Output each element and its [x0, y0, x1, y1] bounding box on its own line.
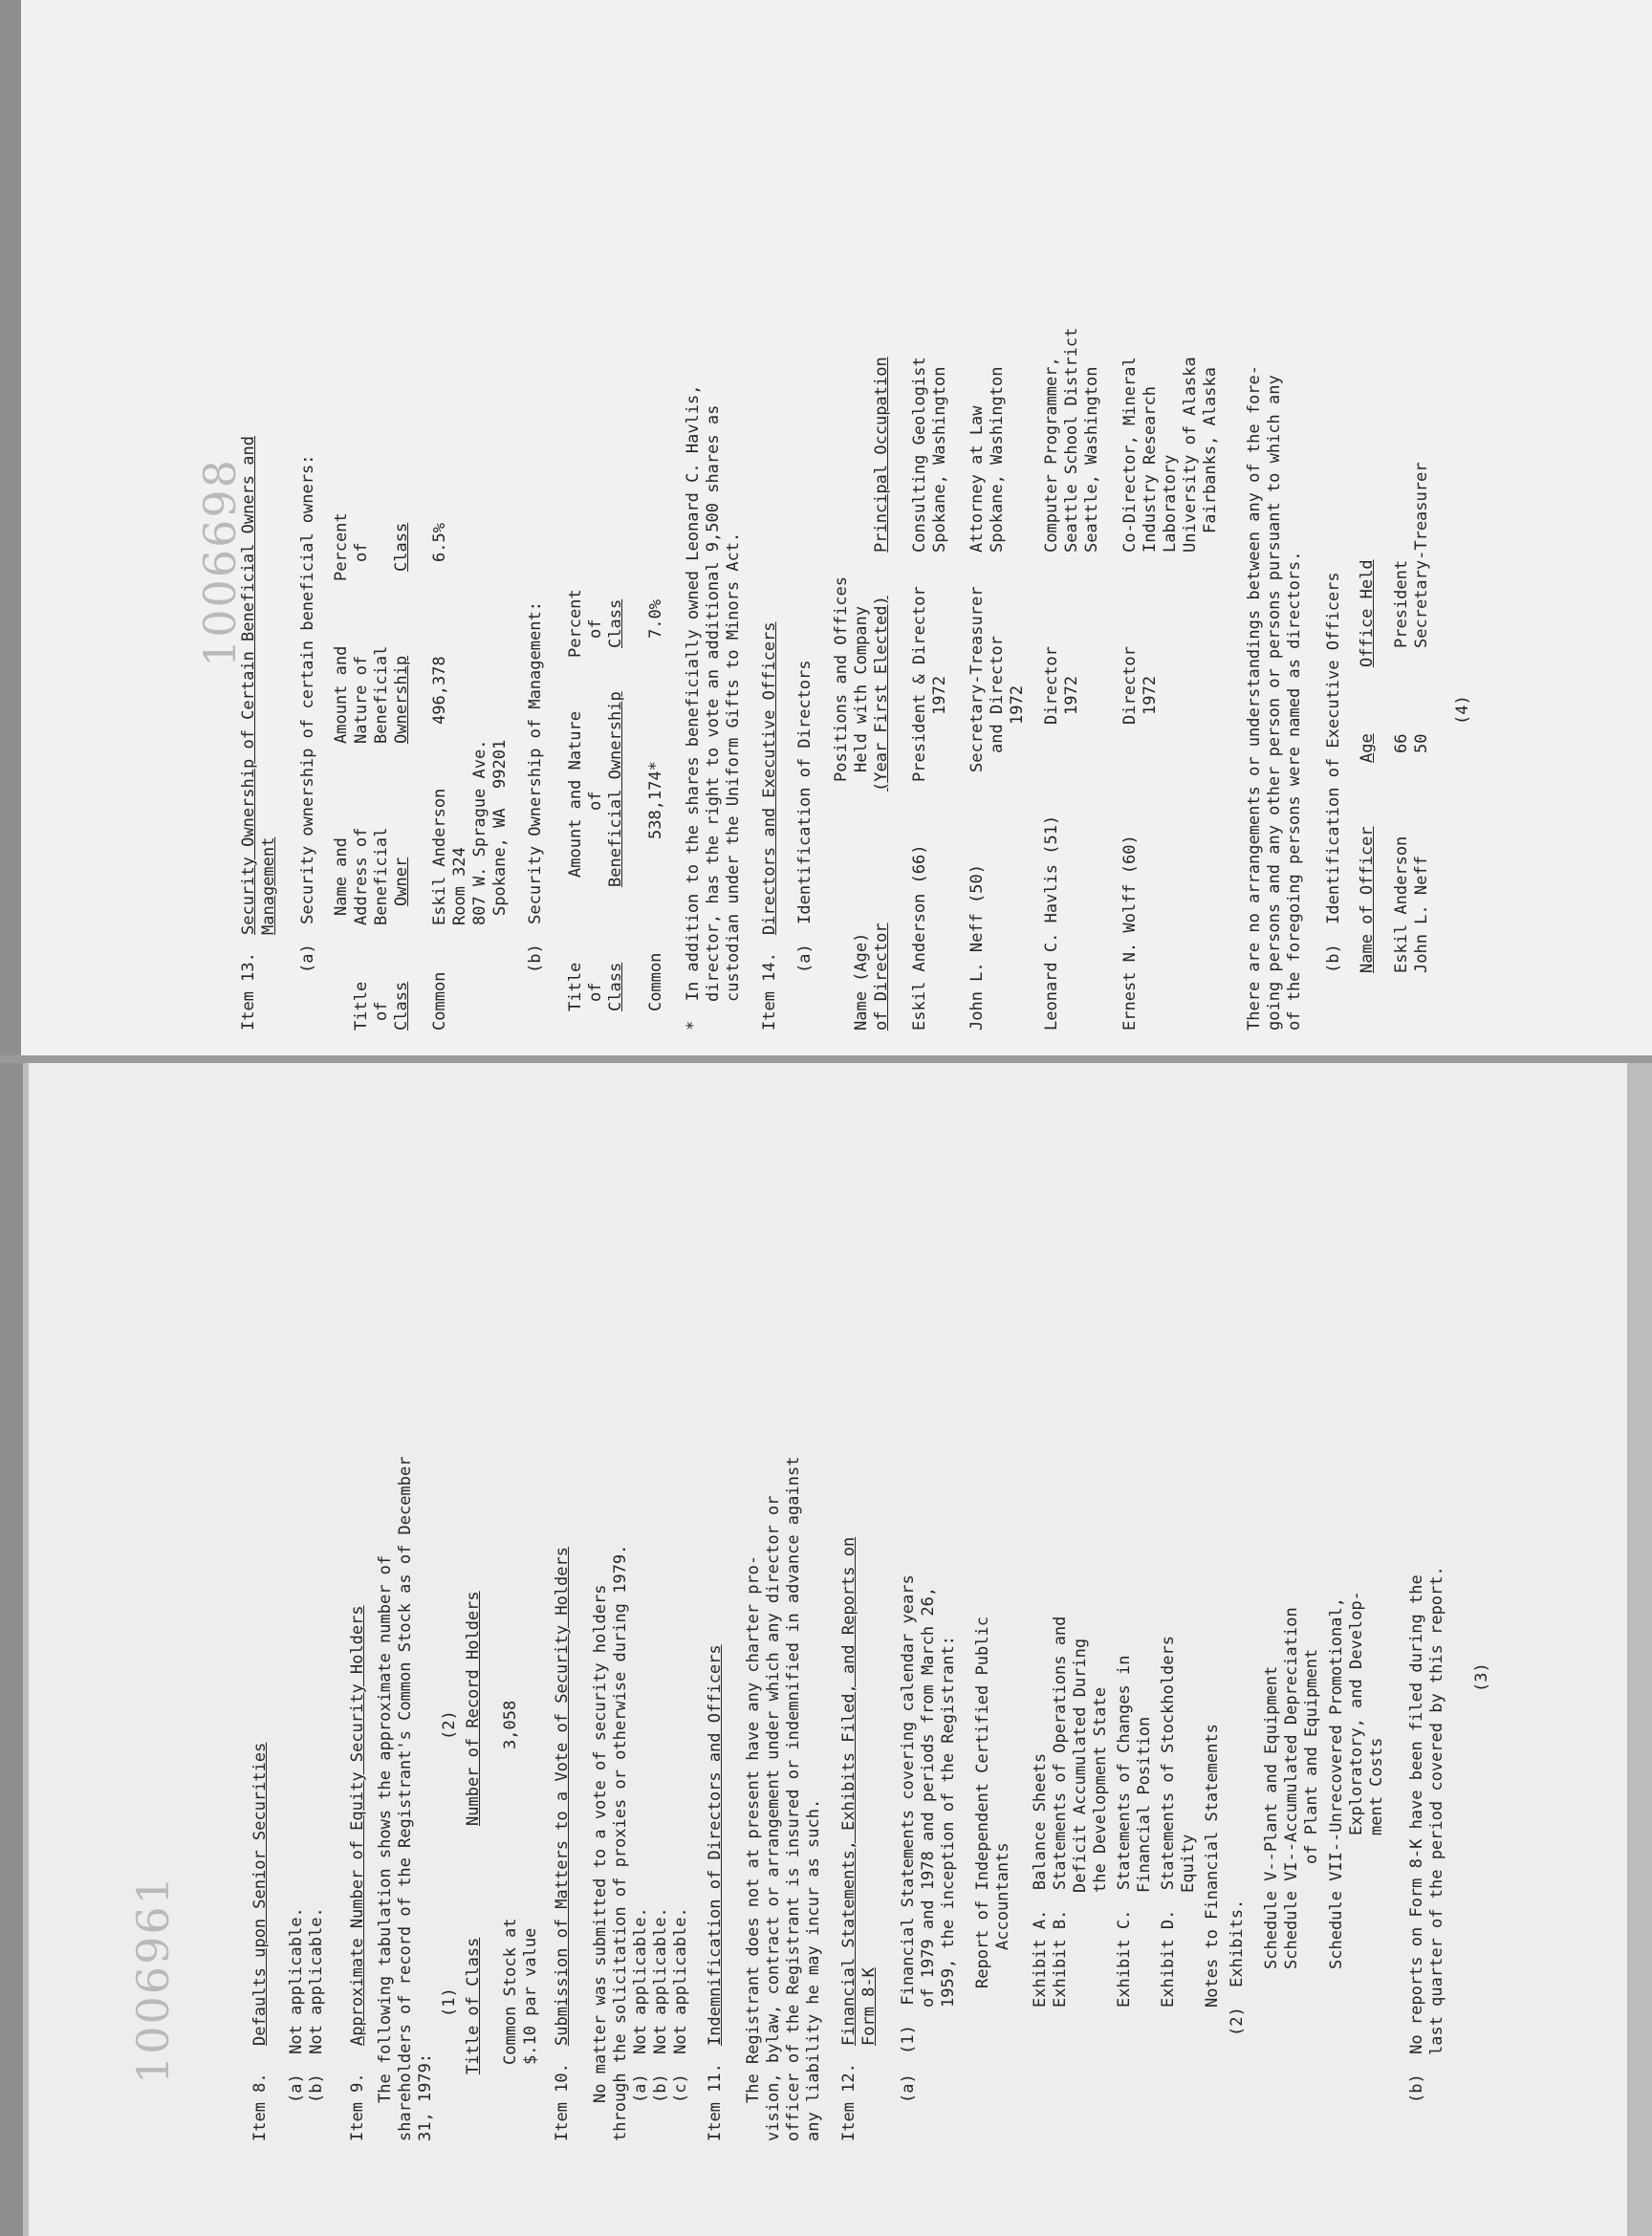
item14-h-pos-1: Positions and Offices	[832, 576, 851, 782]
item13-number: Item 13.	[239, 952, 258, 1031]
item11-text-4: any liability he may incur as such.	[804, 1798, 823, 2141]
item10-b: (b) Not applicable.	[651, 1907, 670, 2103]
item12-number: Item 12.	[839, 2063, 859, 2141]
arrangements-3: of the foregoing persons were named as directors.	[1285, 551, 1304, 1031]
item14-title: Directors and Executive Officers	[760, 621, 779, 935]
officer-1-age: 66	[1392, 733, 1411, 753]
item13-h-pct-2: of	[352, 542, 371, 562]
item9-row-class-2: $.10 par value	[521, 1927, 540, 2065]
item12-a-1: (a) (1) Financial Statements covering calendar years	[899, 1574, 918, 2103]
director-3-occupation-1: Computer Programmer,	[1042, 357, 1061, 553]
item12-exhibit-a: Exhibit A. Balance Sheets	[1031, 1752, 1050, 2008]
item13-row-class: Common	[430, 971, 449, 1031]
item13-row-name-3: 807 W. Sprague Ave.	[470, 739, 489, 925]
item12-schedule-7-2: Exploratory, and Develop-	[1347, 1591, 1366, 1835]
item9-number: Item 9.	[348, 2073, 367, 2141]
item12-a-3: 1959, the inception of the Registrant:	[939, 1636, 958, 2008]
item9-text-2: shareholders of record of the Registrant's Common Stock as of December	[396, 1456, 415, 2141]
item12-report-2: Accountants	[993, 1842, 1012, 1950]
item12-a-2: of 1979 and 1978 and periods from March 26,	[919, 1586, 938, 2008]
director-3-position: Director	[1042, 646, 1061, 725]
item13-h-name-3: Beneficial	[372, 827, 391, 925]
item13-h-amount-3: Beneficial	[372, 645, 391, 744]
item13-note-3: custodian under the Uniform Gifts to Minors Act.	[724, 532, 743, 1002]
director-3-name: Leonard C. Havlis (51)	[1042, 814, 1061, 1031]
item9-col1-number: (1)	[440, 1987, 459, 2017]
director-4-occupation-2: Industry Research	[1141, 386, 1160, 553]
item14-number: Item 14.	[760, 952, 779, 1031]
director-2-year: 1972	[1008, 685, 1027, 725]
item12-exhibits: (2) Exhibits.	[1228, 1899, 1247, 2036]
item11-number: Item 11.	[706, 2063, 725, 2141]
officer-h-office: Office Held	[1358, 559, 1377, 667]
item13-h-name-1: Name and	[332, 837, 351, 916]
item13-mb-title-2: of	[586, 982, 605, 1002]
item14-h-name-1: Name (Age)	[852, 932, 871, 1031]
item13-h-amount-1: Amount and	[332, 645, 351, 744]
item9-text-1: The following tabulation shows the approximate number of	[376, 1554, 395, 2103]
director-4-occupation-5: Fairbanks, Alaska	[1201, 367, 1220, 533]
arrangements-1: There are no arrangements or understandings between any of the fore-	[1245, 365, 1264, 1031]
officer-h-name: Name of Officer	[1358, 826, 1377, 973]
item13-h-title-3: Class	[392, 981, 411, 1031]
item10-a: (a) Not applicable.	[631, 1907, 650, 2103]
item13-row-name-2: Room 324	[450, 847, 469, 925]
item9-col1-header: Title of Class	[464, 1937, 483, 2074]
item13-row-pct: 6.5%	[430, 523, 449, 562]
item12-exhibit-b-3: the Development State	[1091, 1687, 1110, 1893]
officer-1-name: Eskil Anderson	[1392, 836, 1411, 973]
item13-mb-pct-2: of	[586, 619, 605, 639]
item13-h-amount-2: Nature of	[352, 655, 371, 744]
item8-a: (a) Not applicable.	[287, 1907, 306, 2103]
item10-text-1: No matter was submitted to a vote of security holders	[591, 1584, 610, 2103]
item10-number: Item 10.	[553, 2063, 572, 2141]
item9-holders: 3,058	[501, 1700, 520, 1749]
item14-h-pos-3: (Year First Elected)	[872, 596, 891, 792]
item12-title-2: Form 8-K	[859, 1967, 879, 2046]
director-1-name: Eskil Anderson (66)	[910, 844, 929, 1031]
item12-schedule-5: Schedule V--Plant and Equipment	[1262, 1665, 1281, 1969]
item12-schedule-7-1: Schedule VII--Unrecovered Promotional,	[1327, 1597, 1346, 1969]
item12-exhibit-b-1: Exhibit B. Statements of Operations and	[1051, 1616, 1070, 2008]
director-4-position: Director	[1120, 646, 1140, 725]
item12-exhibit-b-2: Deficit Accumulated During	[1071, 1638, 1090, 1893]
item13-h-name-2: Address of	[352, 827, 371, 925]
page-number: (3)	[1472, 1662, 1491, 1692]
item8-b: (b) Not applicable.	[307, 1907, 326, 2103]
director-4-occupation-3: Laboratory	[1161, 454, 1180, 553]
item12-schedule-6-2: of Plant and Equipment	[1302, 1648, 1321, 1864]
item11-text-1: The Registrant does not at present have any charter pro-	[744, 1554, 763, 2103]
item13-mb-amount-2: of	[586, 791, 605, 811]
director-3-occupation-3: Seattle, Washington	[1082, 366, 1101, 553]
item13-h-name-4: Owner	[392, 857, 411, 906]
director-2-position-2: and Director	[988, 636, 1007, 753]
page-3	[127, 1032, 1652, 2141]
item12-notes: Notes to Financial Statements	[1203, 1724, 1222, 2008]
item8-number: Item 8.	[250, 2073, 270, 2141]
item12-exhibit-c-2: Financial Position	[1135, 1716, 1154, 1893]
item13-mb-amount-3: Beneficial Ownership	[606, 691, 625, 887]
director-2-position-1: Secretary-Treasurer	[967, 586, 987, 772]
item13-mb-pct-3: Class	[606, 598, 625, 648]
item14-h-pos-2: Held with Company	[852, 606, 871, 772]
item13-note-2: director, has the right to vote an additional 9,500 shares as	[704, 404, 723, 1002]
item13-mb-title-3: Class	[606, 962, 625, 1011]
item9-col2-header: Number of Record Holders	[464, 1591, 483, 1826]
officer-2-office: Secretary-Treasurer	[1412, 462, 1431, 648]
officer-2-age: 50	[1412, 733, 1431, 753]
item14-h-occupation: Principal Occupation	[872, 357, 891, 553]
item11-text-3: officer of the Registrant is insured or indemnified in advance against	[784, 1456, 803, 2141]
director-1-year: 1972	[930, 676, 949, 715]
item9-text-3: 31, 1979:	[416, 2052, 435, 2141]
item10-c: (c) Not applicable.	[671, 1907, 690, 2103]
officer-2-name: John L. Neff	[1412, 856, 1431, 973]
item13-row-name-4: Spokane, WA 99201	[490, 739, 510, 916]
director-3-year: 1972	[1062, 676, 1081, 715]
arrangements-2: going persons and any other person or persons pursuant to which any	[1265, 375, 1284, 1031]
item13-h-pct-1: Percent	[332, 512, 351, 581]
item13-row-amount: 496,378	[430, 656, 449, 725]
item12-schedule-6-1: Schedule VI--Accumulated Depreciation	[1282, 1607, 1301, 1969]
director-1-occupation-1: Consulting Geologist	[910, 357, 929, 553]
director-3-occupation-2: Seattle School District	[1062, 327, 1081, 553]
officer-h-age: Age	[1358, 733, 1377, 763]
item13-h-pct-3: Class	[392, 522, 411, 572]
director-4-name: Ernest N. Wolff (60)	[1120, 835, 1140, 1031]
item13-row-name-1: Eskil Anderson	[430, 788, 449, 925]
item13-mb-amount-1: Amount and Nature	[566, 711, 585, 878]
item10-title: Submission of Matters to a Vote of Security Holders	[553, 1547, 572, 2046]
item13-mb-pct-1: Percent	[566, 589, 585, 658]
item11-title: Indemnification of Directors and Officers	[706, 1644, 725, 2046]
item13-a: (a) Security ownership of certain beneficial owners:	[298, 454, 317, 973]
item13-h-amount-4: Ownership	[392, 655, 411, 744]
item13-h-title-2: of	[372, 1001, 391, 1021]
item13-h-title-1: Title	[352, 981, 371, 1031]
item12-b-1: (b) No reports on Form 8-K have been filed during the	[1407, 1574, 1426, 2103]
director-2-name: John L. Neff (50)	[967, 864, 987, 1031]
item12-exhibit-c-1: Exhibit C. Statements of Changes in	[1115, 1655, 1134, 2008]
page-4	[134, 17, 1652, 1031]
item12-schedule-7-3: ment Costs	[1367, 1737, 1386, 1835]
item8-title: Defaults upon Senior Securities	[250, 1742, 270, 2046]
item14-b: (b) Identification of Executive Officers	[1324, 572, 1343, 973]
director-2-occupation-1: Attorney at Law	[967, 405, 987, 553]
item9-col2-number: (2)	[440, 1710, 459, 1740]
page-number: (4)	[1453, 695, 1472, 725]
item13-b: (b) Security Ownership of Management:	[526, 601, 545, 973]
item13-mb-title-1: Title	[566, 962, 585, 1011]
item13-title-2: Management	[259, 836, 278, 935]
item12-title-1: Financial Statements, Exhibits Filed, and Reports on	[839, 1536, 859, 2046]
item10-text-2: through the solicitation of proxies or otherwise during 1979.	[611, 1544, 630, 2141]
item13-mb-pct-value: 7.0%	[646, 599, 665, 639]
director-1-position: President & Director	[910, 586, 929, 782]
director-4-occupation-4: University of Alaska	[1181, 357, 1200, 553]
director-1-occupation-2: Spokane, Washington	[930, 366, 949, 553]
item9-title: Approximate Number of Equity Security Holders	[348, 1605, 367, 2046]
binding-edge	[0, 0, 23, 2236]
officer-1-office: President	[1392, 559, 1411, 648]
document-stamp: 1006961	[127, 1875, 179, 2084]
item14-h-name-2: of Director	[872, 923, 891, 1031]
item12-b-2: last quarter of the period covered by this report.	[1427, 1566, 1446, 2055]
director-2-occupation-2: Spokane, Washington	[988, 366, 1007, 553]
item12-exhibit-d-2: Equity	[1179, 1834, 1198, 1893]
director-4-occupation-1: Co-Director, Mineral	[1120, 357, 1140, 553]
item12-report-1: Report of Independent Certified Public	[973, 1617, 992, 1988]
item11-text-2: vision, bylaw, contract or arrangement under which any director or	[764, 1495, 783, 2141]
item9-row-class-1: Common Stock at	[501, 1918, 520, 2065]
item13-note-1: * In addition to the shares beneficially owned Leonard C. Havlis,	[684, 384, 703, 1031]
item12-exhibit-d-1: Exhibit D. Statements of Stockholders	[1159, 1636, 1178, 2008]
item13-title-1: Security Ownership of Certain Beneficial Owners and	[239, 436, 258, 935]
item13-mb-amount-value: 538,174*	[646, 761, 665, 839]
document-stamp: 1006698	[194, 458, 246, 667]
director-4-year: 1972	[1141, 676, 1160, 715]
item14-a: (a) Identification of Directors	[795, 660, 815, 973]
item13-mb-class: Common	[646, 952, 665, 1011]
